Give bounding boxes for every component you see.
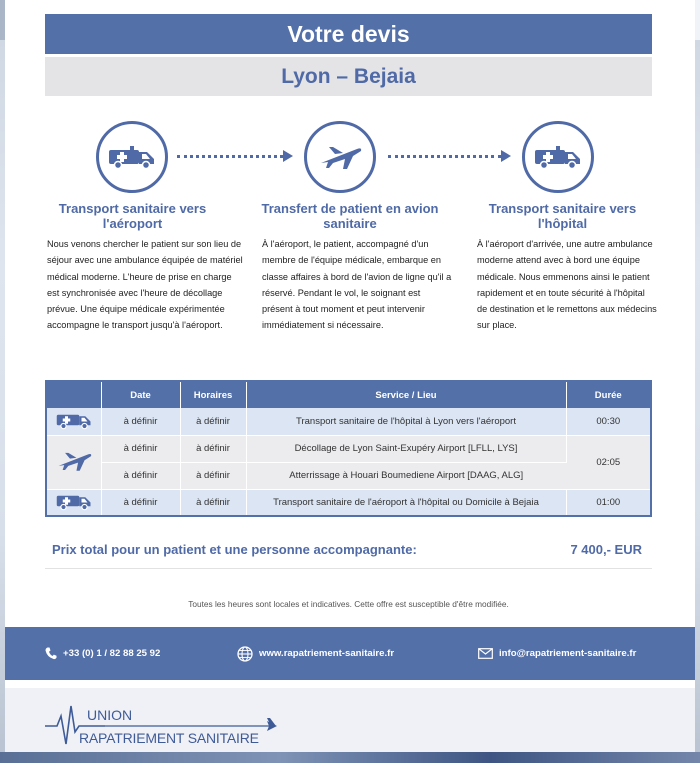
- step-2-text: À l'aéroport, le patient, accompagné d'un membre de l'équipe médicale, embarque en classe affaires à bord de l'avion de ligne qu'il a réservé. Pendant le vol, le soignant est présent à tout moment et peut intervenir immédiatement si nécessaire.: [262, 239, 452, 331]
- row-icon-cell: [46, 435, 101, 489]
- row-date: à définir: [101, 435, 180, 462]
- union-rapatriement-sanitaire-logo: [45, 694, 285, 754]
- row-duration: 01:00: [566, 489, 651, 516]
- table-header-service: Service / Lieu: [246, 381, 566, 408]
- step-2-icon-circle: [304, 121, 376, 193]
- contact-footer: [5, 627, 695, 680]
- row-service: Décollage de Lyon Saint-Exupéry Airport [LFLL, LYS]: [246, 435, 566, 462]
- airplane-icon: [317, 141, 363, 173]
- row-time: à définir: [180, 435, 246, 462]
- table-row: [46, 435, 651, 462]
- total-price: [52, 542, 642, 557]
- row-service: Transport sanitaire de l'aéroport à l'hôpital ou Domicile à Bejaia: [246, 489, 566, 516]
- step-1-text: Nous venons chercher le patient sur son lieu de séjour avec une ambulance équipée de matériel médical moderne. L'heure de prise en charge est synchronisée avec l'heure de décollage prévue. Une équipe médicale expérimentée accompagne le transport jusqu'à l'aéroport.: [47, 239, 243, 331]
- table-row: [46, 462, 651, 489]
- table-header-duration: Durée: [566, 381, 651, 408]
- row-date: à définir: [101, 462, 180, 489]
- row-time: à définir: [180, 462, 246, 489]
- ambulance-icon: [56, 491, 92, 511]
- step-arrow-2: [388, 150, 511, 162]
- table-row: [46, 489, 651, 516]
- row-duration: 02:05: [566, 435, 651, 489]
- row-time: à définir: [180, 489, 246, 516]
- email-link[interactable]: [478, 627, 636, 680]
- background-strip: [0, 752, 700, 763]
- table-header-time: Horaires: [180, 381, 246, 408]
- row-time: à définir: [180, 408, 246, 435]
- step-3-text: À l'aéroport d'arrivée, une autre ambulance moderne attend avec à bord une équipe médicale. Nous emmenons ainsi le patient rapidement et en toute sécurité à l'hôpital de destination et le remettons aux médecins sur place.: [477, 239, 657, 331]
- ambulance-icon: [534, 144, 582, 170]
- table-header-icon: [46, 381, 101, 408]
- row-service: Transport sanitaire de l'hôpital à Lyon vers l'aéroport: [246, 408, 566, 435]
- step-1-icon-circle: [96, 121, 168, 193]
- phone-number: +33 (0) 1 / 82 88 25 92: [63, 648, 161, 659]
- ambulance-icon: [108, 144, 156, 170]
- total-price-label: Prix total pour un patient et une personne accompagnante:: [52, 542, 417, 557]
- airplane-icon: [55, 448, 93, 474]
- divider: [45, 568, 652, 569]
- row-duration: 00:30: [566, 408, 651, 435]
- table-row: [46, 408, 651, 435]
- logo-line-2: RAPATRIEMENT SANITAIRE: [79, 730, 259, 746]
- row-icon-cell: [46, 408, 101, 435]
- total-price-value: 7 400,- EUR: [570, 542, 642, 557]
- route-title: Lyon – Bejaia: [45, 57, 652, 96]
- step-3-title: Transport sanitaire vers l'hôpital: [488, 201, 637, 231]
- itinerary-table: [45, 380, 652, 517]
- row-service: Atterrissage à Houari Boumediene Airport [DAAG, ALG]: [246, 462, 566, 489]
- website-link[interactable]: [237, 627, 394, 680]
- step-3-icon-circle: [522, 121, 594, 193]
- logo-line-1: UNION: [87, 707, 133, 723]
- table-header-row: [46, 381, 651, 408]
- mail-icon: [478, 648, 493, 659]
- disclaimer-text: Toutes les heures sont locales et indicatives. Cette offre est susceptible d'être modifiée.: [188, 599, 509, 609]
- email-address: info@rapatriement-sanitaire.fr: [499, 648, 637, 659]
- row-date: à définir: [101, 489, 180, 516]
- step-2-title: Transfert de patient en avion sanitaire: [261, 201, 439, 231]
- step-1-title: Transport sanitaire vers l'aéroport: [58, 201, 207, 231]
- step-arrow-1: [177, 150, 293, 162]
- phone-icon: [45, 647, 57, 660]
- page-title: Votre devis: [45, 14, 652, 54]
- website-url: www.rapatriement-sanitaire.fr: [259, 648, 395, 659]
- phone-link[interactable]: [45, 627, 160, 680]
- ambulance-icon: [56, 410, 92, 430]
- row-date: à définir: [101, 408, 180, 435]
- logo-band: [5, 688, 695, 752]
- table-header-date: Date: [101, 381, 180, 408]
- globe-icon: [237, 646, 253, 662]
- row-icon-cell: [46, 489, 101, 516]
